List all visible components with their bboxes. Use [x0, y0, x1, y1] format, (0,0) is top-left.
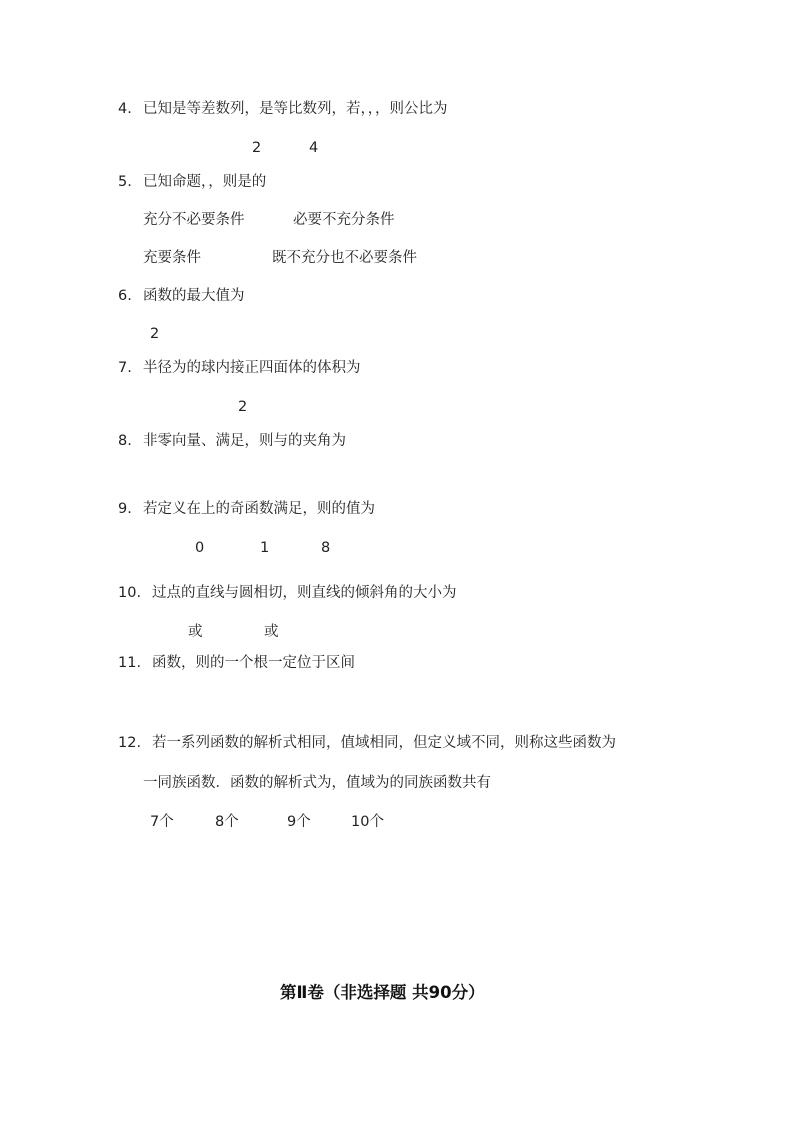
question-12-option: 8个 [215, 814, 239, 830]
question-6-text: 函数的最大值为 [143, 288, 245, 304]
question-6-number: 6. [118, 288, 132, 304]
question-7-number: 7. [118, 360, 132, 376]
question-5-option: 充要条件 [143, 250, 201, 266]
question-5-option: 充分不必要条件 [143, 212, 245, 228]
question-11-text: 函数，则的一个根一定位于区间 [152, 655, 355, 671]
question-8-number: 8. [118, 433, 132, 449]
question-12-text: 若一系列函数的解析式相同，值域相同，但定义域不同，则称这些函数为 [152, 735, 616, 751]
question-5-number: 5. [118, 174, 132, 190]
question-12-option: 9个 [287, 814, 311, 830]
question-9-number: 9. [118, 501, 132, 517]
question-5-option: 既不充分也不必要条件 [272, 250, 417, 266]
question-4-number: 4. [118, 101, 132, 117]
question-9-option: 8 [321, 540, 331, 556]
question-9-option: 1 [260, 540, 270, 556]
section-title: 第Ⅱ卷（非选择题 共90分） [280, 983, 485, 1002]
question-8-text: 非零向量、满足，则与的夹角为 [143, 433, 346, 449]
question-7-text: 半径为的球内接正四面体的体积为 [143, 360, 361, 376]
question-12-option: 10个 [351, 814, 384, 830]
question-10-text: 过点的直线与圆相切，则直线的倾斜角的大小为 [152, 585, 457, 601]
question-4-option: 4 [309, 140, 319, 156]
question-11-number: 11. [118, 655, 142, 671]
question-6-option: 2 [150, 326, 160, 342]
question-10-option: 或 [264, 624, 279, 640]
question-5-text: 已知命题，，则是的 [143, 174, 267, 190]
question-4-text: 已知是等差数列，是等比数列，若，，，则公比为 [143, 101, 448, 117]
question-12-number: 12. [118, 735, 142, 751]
question-5-option: 必要不充分条件 [293, 212, 395, 228]
question-7-option: 2 [238, 399, 248, 415]
question-9-text: 若定义在上的奇函数满足，则的值为 [143, 501, 375, 517]
question-10-option: 或 [188, 624, 203, 640]
question-4-option: 2 [252, 140, 262, 156]
question-12-text-continued: 一同族函数．函数的解析式为，值域为的同族函数共有 [143, 775, 491, 791]
question-12-option: 7个 [150, 814, 174, 830]
question-10-number: 10. [118, 585, 142, 601]
question-9-option: 0 [195, 540, 205, 556]
